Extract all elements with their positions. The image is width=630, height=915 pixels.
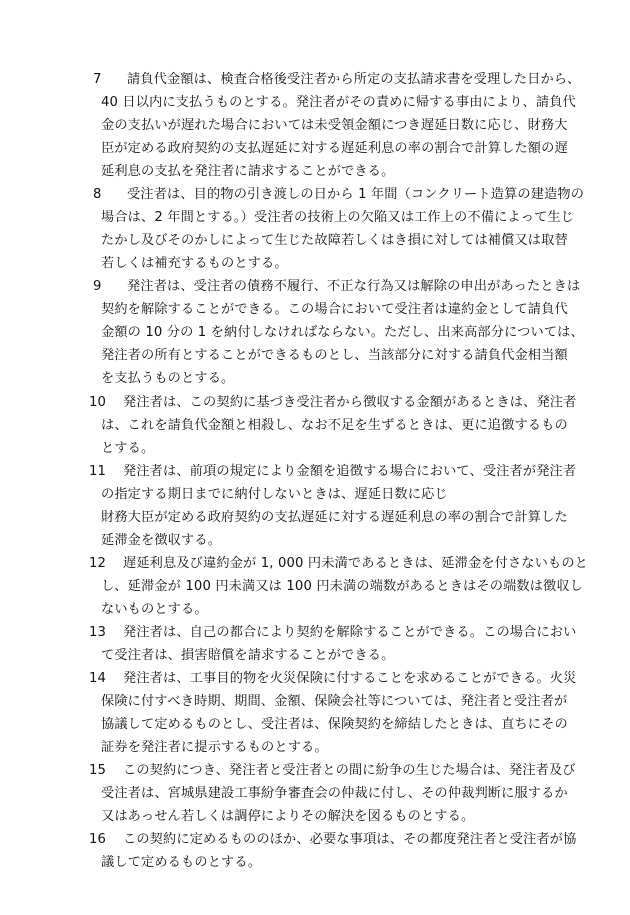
- clause-12-line-1: [89, 554, 588, 574]
- clause-14-line-2: 保険に付すべき時期、期間、金額、保険会社等については、発注者と受注者が: [101, 694, 568, 709]
- clause-16-line-2: 議して定めるものとする。: [101, 855, 262, 870]
- clause-text: 受注者は、目的物の引き渡しの日から 1 年間（コンクリート造算の建造物の: [127, 187, 585, 202]
- clause-10-line-1: [89, 393, 576, 413]
- clause-7-line-2: 40 日以内に支払うものとする。発注者がその責めに帰する事由により、請負代: [101, 95, 576, 110]
- clause-number: 13: [89, 625, 107, 640]
- clause-number: 14: [89, 671, 107, 686]
- clause-number: 12: [89, 556, 107, 571]
- clause-11-line-3: 財務大臣が定める政府契約の支払遅延に対する遅延利息の率の割合で計算した: [101, 510, 568, 525]
- clause-15-line-3: 又はあっせん若しくは調停によりその解決を図るものとする。: [101, 809, 475, 824]
- clause-9-line-3: 金額の 10 分の 1 を納付しなければならない。ただし、出来高部分については、: [101, 325, 584, 340]
- clause-text: 発注者は、前項の規定により金額を追徴する場合において、受注者が発注者: [123, 464, 577, 479]
- clause-8-line-1: [93, 185, 584, 205]
- clause-14-line-1: [89, 669, 576, 689]
- clause-10-line-3: とする。: [101, 441, 155, 456]
- clause-15-line-1: [89, 761, 576, 781]
- clause-text: 発注者は、この契約に基づき受注者から徴収する金額があるときは、発注者: [123, 395, 577, 410]
- clause-text: この契約に定めるもののほか、必要な事項は、その都度発注者と受注者が協: [123, 832, 577, 847]
- clause-16-line-1: [89, 830, 576, 850]
- clause-number: 9: [93, 279, 102, 294]
- clause-8-line-3: たかし及びそのかしによって生じた故障若しくはき損に対しては補償又は取替: [101, 233, 568, 248]
- clause-13-line-2: て受注者は、損害賠償を請求することができる。: [101, 648, 395, 663]
- clause-number: 15: [89, 763, 107, 778]
- clause-11-line-4: 延滞金を徴収する。: [101, 533, 222, 548]
- clause-7-line-5: 延利息の支払を発注者に請求することができる。: [101, 164, 395, 179]
- clause-9-line-2: 契約を解除することができる。この場合において受注者は違約金として請負代: [101, 302, 568, 317]
- clause-14-line-3: 協議して定めるものとし、受注者は、保険契約を締結したときは、直ちにその: [101, 717, 568, 732]
- clause-15-line-2: 受注者は、宮城県建設工事紛争審査会の仲裁に付し、その仲裁判断に服するか: [101, 786, 568, 801]
- clause-9-line-1: [93, 277, 580, 297]
- clause-7-line-4: 臣が定める政府契約の支払遅延に対する遅延利息の率の割合で計算した額の遅: [101, 141, 568, 156]
- clause-9-line-5: を支払うものとする。: [101, 371, 235, 386]
- clause-13-line-1: [89, 623, 576, 643]
- clause-number: 8: [93, 187, 102, 202]
- clause-text: 請負代金額は、検査合格後受注者から所定の支払請求書を受理した日から、: [127, 72, 581, 87]
- clause-text: この契約につき、発注者と受注者との間に紛争の生じた場合は、発注者及び: [123, 763, 576, 778]
- clause-8-line-4: 若しくは補充するものとする。: [101, 256, 288, 271]
- clause-text: 発注者は、工事目的物を火災保険に付することを求めることができる。火災: [123, 671, 577, 686]
- clause-7-line-3: 金の支払いが遅れた場合においては未受領金額につき遅延日数に応じ、財務大: [101, 118, 568, 133]
- clause-number: 10: [89, 395, 107, 410]
- clause-text: 遅延利息及び違約金が 1, 000 円未満であるときは、延滞金を付さないものと: [123, 556, 588, 571]
- clause-11-line-1: [89, 462, 576, 482]
- clause-text: 発注者は、受注者の債務不履行、不正な行為又は解除の申出があったときは: [127, 279, 581, 294]
- clause-number: 7: [93, 72, 102, 87]
- clause-14-line-4: 証券を発注者に提示するものとする。: [101, 740, 328, 755]
- clause-7-line-1: [93, 70, 580, 90]
- clause-12-line-2: し、延滞金が 100 円未満又は 100 円未満の端数があるときはその端数は徴収し: [101, 579, 584, 594]
- clause-text: 発注者は、自己の都合により契約を解除することができる。この場合におい: [123, 625, 577, 640]
- clause-10-line-2: は、これを請負代金額と相殺し、なお不足を生ずるときは、更に追徴するもの: [101, 418, 568, 433]
- clause-9-line-4: 発注者の所有とすることができるものとし、当該部分に対する請負代金相当額: [101, 348, 568, 363]
- clause-number: 16: [89, 832, 107, 847]
- clause-11-line-2: の指定する期日までに納付しないときは、遅延日数に応じ: [101, 487, 448, 502]
- clause-number: 11: [89, 464, 107, 479]
- clause-8-line-2: 場合は、2 年間とする。）受注者の技術上の欠陥又は工作上の不備によって生じ: [101, 210, 575, 225]
- clause-12-line-3: ないものとする。: [101, 602, 208, 617]
